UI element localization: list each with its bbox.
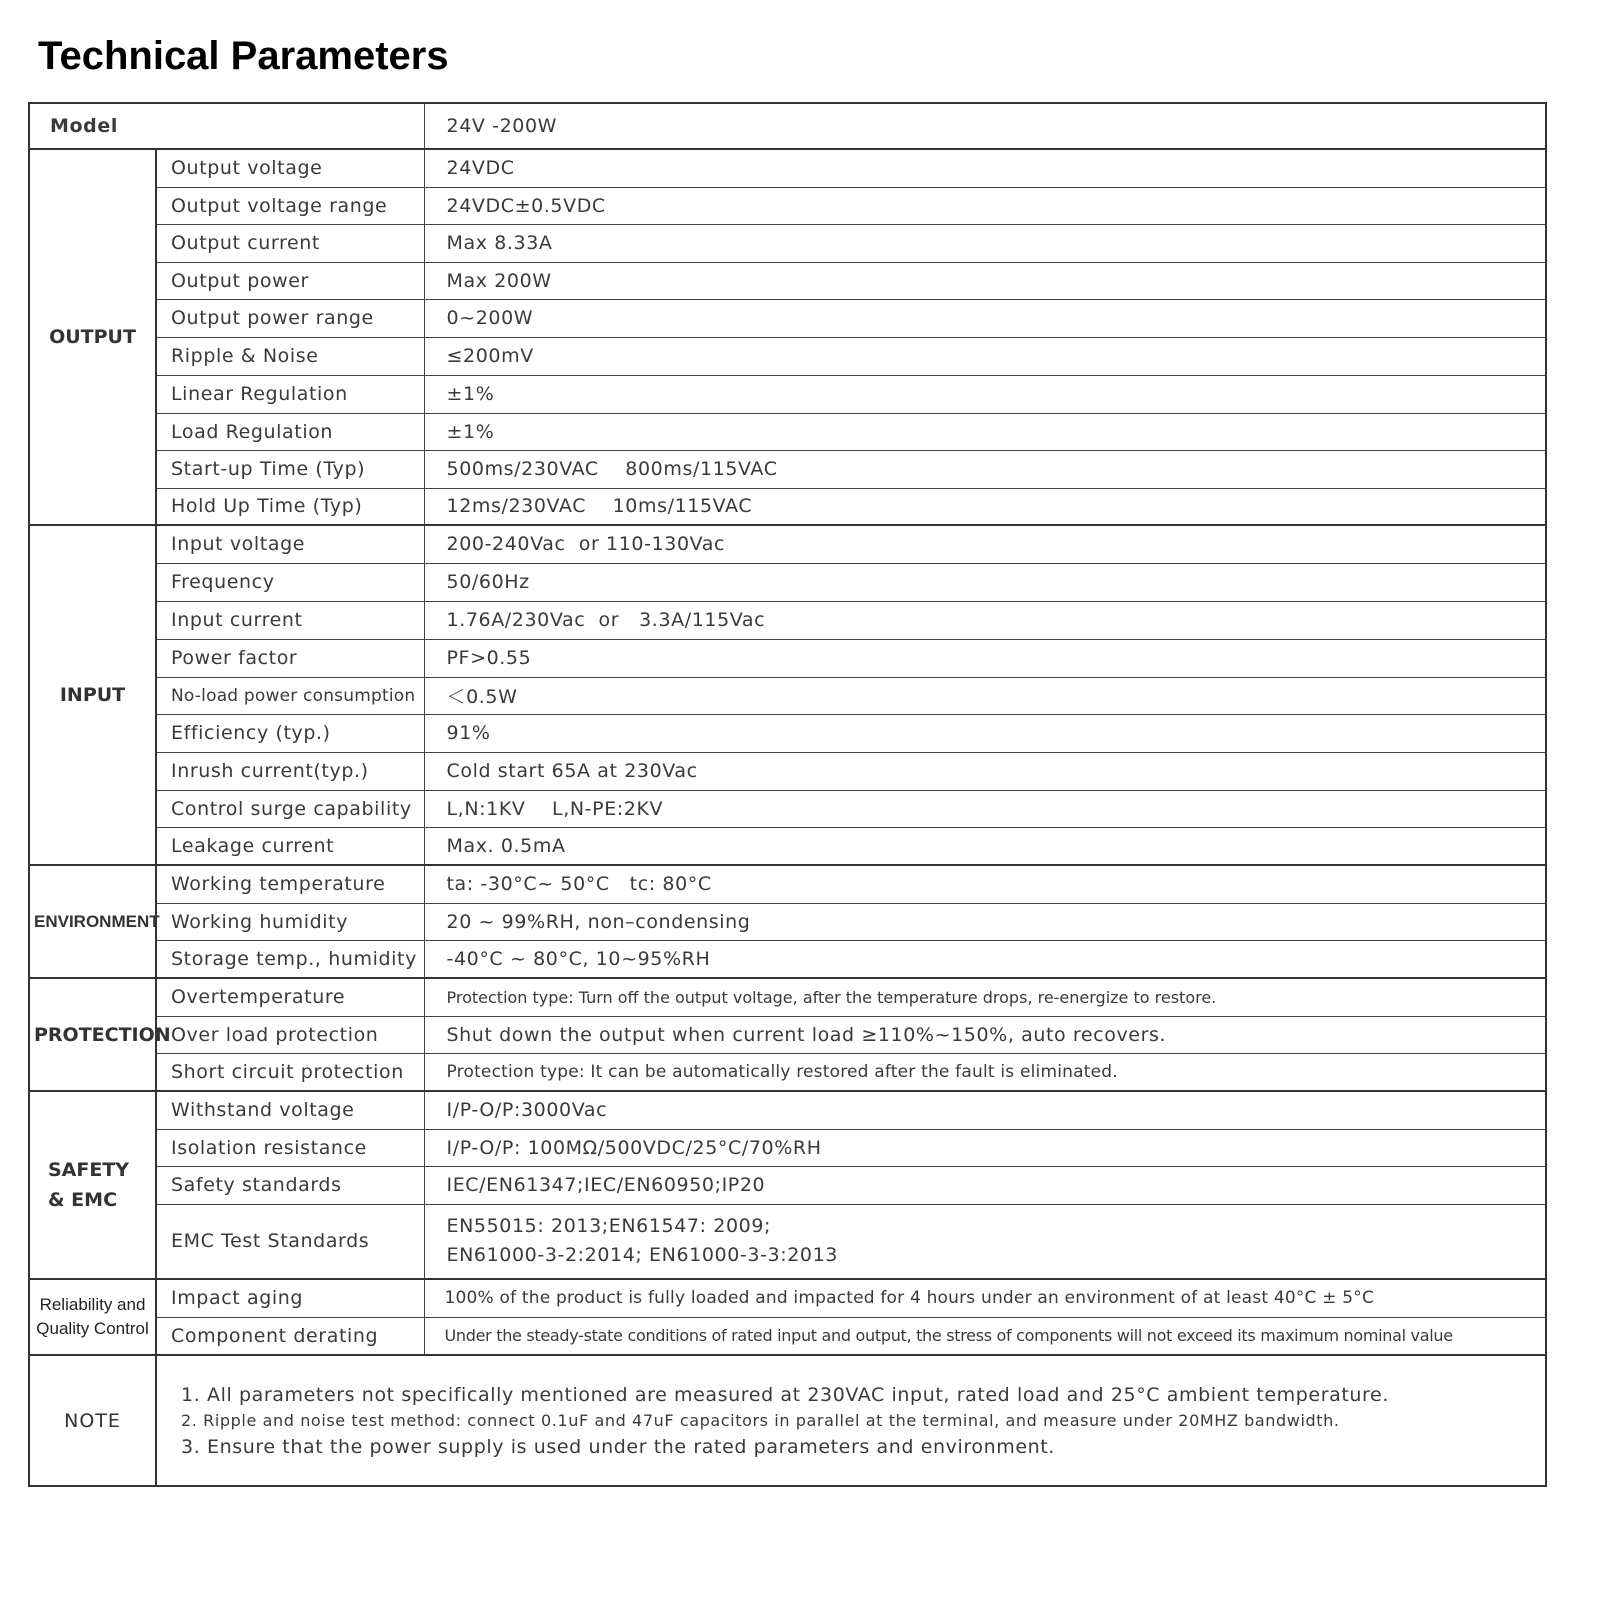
table-row (29, 978, 1546, 1016)
param-value: 0~200W (424, 299, 1546, 337)
param-value: 24VDC±0.5VDC (424, 187, 1546, 224)
param-label: Efficiency (typ.) (156, 714, 424, 752)
param-value: 500ms/230VAC 800ms/115VAC (424, 450, 1546, 488)
param-label: Output voltage (156, 149, 424, 187)
table-row (29, 149, 1546, 187)
param-label: Impact aging (156, 1279, 424, 1317)
table-row (29, 1317, 1546, 1355)
table-row (29, 1016, 1546, 1053)
section-note: NOTE (29, 1355, 156, 1486)
param-label: Power factor (156, 639, 424, 677)
param-label: Output power range (156, 299, 424, 337)
section-safety-emc: SAFETY & EMC (29, 1091, 156, 1279)
table-row (29, 601, 1546, 639)
table-row (29, 525, 1546, 563)
table-row (29, 903, 1546, 940)
param-label: Working temperature (156, 865, 424, 903)
param-label: Output current (156, 224, 424, 262)
table-row (29, 639, 1546, 677)
table-row (29, 563, 1546, 601)
model-value: 24V -200W (424, 103, 1546, 149)
param-value: Protection type: It can be automatically restored after the fault is eliminated. (424, 1053, 1546, 1091)
param-value: ≤200mV (424, 337, 1546, 375)
param-value: 1.76A/230Vac or 3.3A/115Vac (424, 601, 1546, 639)
param-label: Short circuit protection (156, 1053, 424, 1091)
table-row (29, 1166, 1546, 1204)
param-label: Isolation resistance (156, 1129, 424, 1166)
table-row-note (29, 1355, 1546, 1486)
param-label: Inrush current(typ.) (156, 752, 424, 790)
param-label: Storage temp., humidity (156, 940, 424, 978)
param-label: Working humidity (156, 903, 424, 940)
table-row (29, 1129, 1546, 1166)
table-row (29, 1053, 1546, 1091)
table-row (29, 714, 1546, 752)
table-row (29, 262, 1546, 299)
table-row (29, 940, 1546, 978)
table-row (29, 790, 1546, 827)
table-row (29, 224, 1546, 262)
param-value: Under the steady-state conditions of rated input and output, the stress of components will not exceed its maximum nominal value (424, 1317, 1546, 1355)
param-value: I/P-O/P:3000Vac (424, 1091, 1546, 1129)
param-label: Overtemperature (156, 978, 424, 1016)
section-output: OUTPUT (29, 149, 156, 525)
param-value: ±1% (424, 375, 1546, 413)
param-value: 12ms/230VAC 10ms/115VAC (424, 488, 1546, 525)
param-value: ta: -30°C~ 50°C tc: 80°C (424, 865, 1546, 903)
param-label: EMC Test Standards (156, 1204, 424, 1279)
table-row (29, 677, 1546, 714)
param-label: Component derating (156, 1317, 424, 1355)
param-value-line: EN61000-3-2:2014; EN61000-3-3:2013 (446, 1244, 838, 1267)
section-protection: PROTECTION (29, 978, 156, 1091)
table-row (29, 299, 1546, 337)
param-label: Input voltage (156, 525, 424, 563)
param-value: ＜0.5W (424, 677, 1546, 714)
param-label: Ripple & Noise (156, 337, 424, 375)
note-item: 3. Ensure that the power supply is used under the rated parameters and environment. (181, 1435, 1055, 1458)
param-label: No-load power consumption (156, 677, 424, 714)
table-row (29, 1204, 1546, 1279)
param-value: Cold start 65A at 230Vac (424, 752, 1546, 790)
table-row (29, 375, 1546, 413)
table-row (29, 450, 1546, 488)
table-row (29, 1279, 1546, 1317)
param-value: Max. 0.5mA (424, 827, 1546, 865)
section-environment: ENVIRONMENT (29, 865, 156, 978)
param-value: Shut down the output when current load ≥110%~150%, auto recovers. (424, 1016, 1546, 1053)
param-value: 20 ~ 99%RH, non–condensing (424, 903, 1546, 940)
table-row (29, 337, 1546, 375)
table-row (29, 1091, 1546, 1129)
table-row (29, 827, 1546, 865)
table-row-model (29, 103, 1546, 149)
param-label: Input current (156, 601, 424, 639)
param-label: Withstand voltage (156, 1091, 424, 1129)
table-row (29, 488, 1546, 525)
note-item: 2. Ripple and noise test method: connect 0.1uF and 47uF capacitors in parallel at the terminal, and measure under 20MHZ bandwidth. (181, 1410, 1340, 1430)
model-label: Model (29, 103, 424, 149)
param-value: PF>0.55 (424, 639, 1546, 677)
table-row (29, 752, 1546, 790)
page-title: Technical Parameters (38, 34, 449, 78)
spec-table (28, 102, 1547, 1487)
table-row (29, 187, 1546, 224)
param-label: Linear Regulation (156, 375, 424, 413)
param-value: Max 200W (424, 262, 1546, 299)
param-label: Control surge capability (156, 790, 424, 827)
param-label: Leakage current (156, 827, 424, 865)
param-value-multiline (424, 1204, 1546, 1279)
section-input: INPUT (29, 525, 156, 865)
table-row (29, 865, 1546, 903)
note-item: 1. All parameters not specifically mentioned are measured at 230VAC input, rated load and 25°C ambient temperature. (181, 1383, 1389, 1406)
param-value: 100% of the product is fully loaded and impacted for 4 hours under an environment of at least 40°C ± 5°C (424, 1279, 1546, 1317)
param-label: Safety standards (156, 1166, 424, 1204)
param-value: 91% (424, 714, 1546, 752)
param-value: 50/60Hz (424, 563, 1546, 601)
param-value-line: EN55015: 2013;EN61547: 2009; (446, 1215, 772, 1238)
param-value: ±1% (424, 413, 1546, 450)
param-label: Output power (156, 262, 424, 299)
param-label: Hold Up Time (Typ) (156, 488, 424, 525)
table-row (29, 413, 1546, 450)
param-label: Frequency (156, 563, 424, 601)
param-label: Over load protection (156, 1016, 424, 1053)
param-label: Start-up Time (Typ) (156, 450, 424, 488)
param-value: -40°C ~ 80°C, 10~95%RH (424, 940, 1546, 978)
section-reliability: Reliability and Quality Control (29, 1279, 156, 1355)
param-label: Load Regulation (156, 413, 424, 450)
param-label: Output voltage range (156, 187, 424, 224)
param-value: L,N:1KV L,N-PE:2KV (424, 790, 1546, 827)
param-value: I/P-O/P: 100MΩ/500VDC/25°C/70%RH (424, 1129, 1546, 1166)
notes-cell (156, 1355, 1546, 1486)
param-value: IEC/EN61347;IEC/EN60950;IP20 (424, 1166, 1546, 1204)
param-value: 200-240Vac or 110-130Vac (424, 525, 1546, 563)
param-value: Protection type: Turn off the output voltage, after the temperature drops, re-energize to restore. (424, 978, 1546, 1016)
param-value: Max 8.33A (424, 224, 1546, 262)
param-value: 24VDC (424, 149, 1546, 187)
